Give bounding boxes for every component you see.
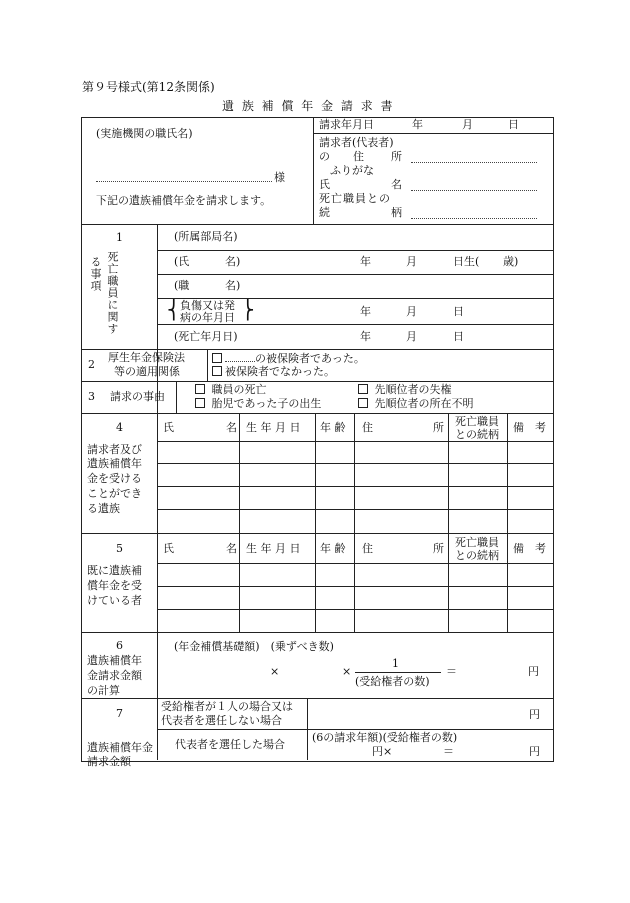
sec4-col-birth: 生 年 月 日 bbox=[246, 421, 301, 434]
checkbox-icon[interactable] bbox=[358, 384, 368, 394]
sec5-col-addr-a: 住 bbox=[362, 542, 373, 555]
checkbox-icon[interactable] bbox=[195, 384, 205, 394]
claimant-ju: 住 bbox=[353, 150, 364, 163]
death-date-label: (死亡年月日) bbox=[174, 330, 238, 343]
sec4-col-rel-2: との続柄 bbox=[455, 428, 499, 441]
form-number: 第９号様式(第12条関係) bbox=[82, 80, 215, 94]
sec4-label-3: 金を受ける bbox=[87, 472, 142, 485]
sec7-row2-formula: (6の請求年額)(受給権者の数) bbox=[312, 731, 458, 744]
sec3-option-1[interactable] bbox=[195, 384, 267, 396]
deceased-name-open: (氏 bbox=[174, 255, 190, 268]
sec3-label: 請求の事由 bbox=[110, 390, 165, 403]
sec6-formula-head: (年金補償基礎額) (乗ずべき数) bbox=[174, 640, 334, 653]
sec7-row1-label-1: 受給権者が１人の場合又は bbox=[161, 700, 293, 713]
sec5-col-name-a: 氏 bbox=[163, 542, 174, 555]
sec3-option-1-label: 職員の死亡 bbox=[211, 383, 267, 396]
sec4-col-age: 年 齢 bbox=[320, 421, 346, 434]
sec4-label-1: 請求者及び bbox=[87, 443, 142, 456]
sec4-label-2: 遺族補償年 bbox=[87, 457, 142, 470]
sec7-row2-equals: ＝ bbox=[443, 745, 454, 758]
sec5-col-age: 年 齢 bbox=[320, 542, 346, 555]
sec2-option-1[interactable] bbox=[212, 352, 365, 365]
birth-month: 月 bbox=[406, 255, 417, 268]
name-shi: 氏 bbox=[319, 178, 330, 191]
request-date-day: 日 bbox=[508, 118, 519, 131]
claimant-address-field[interactable] bbox=[411, 162, 537, 163]
sec7-row1-label-2: 代表者を選任しない場合 bbox=[161, 714, 282, 727]
sec1-label-b: る事項 bbox=[89, 256, 102, 292]
sec3-number: 3 bbox=[88, 390, 95, 403]
sec1-label-a: 死亡職員に関す bbox=[106, 251, 119, 335]
claimant-name-field[interactable] bbox=[411, 190, 537, 191]
sec4-col-name-b: 名 bbox=[226, 421, 237, 434]
sec5-col-rel-1: 死亡職員 bbox=[455, 536, 499, 549]
sec6-number: 6 bbox=[116, 639, 123, 652]
sec2-number: 2 bbox=[88, 358, 95, 371]
sec7-row2-label: 代表者を選任した場合 bbox=[175, 738, 285, 751]
request-date-label: 請求年月日 bbox=[319, 118, 374, 131]
relation-field[interactable] bbox=[411, 218, 537, 219]
relation-label: 死亡職員との bbox=[319, 192, 391, 205]
sec4-col-addr-b: 所 bbox=[433, 421, 444, 434]
sec6-label-3: の計算 bbox=[87, 684, 120, 697]
sec3-option-2[interactable] bbox=[358, 384, 452, 396]
sec7-row1-yen: 円 bbox=[529, 708, 540, 721]
sec5-col-name-b: 名 bbox=[226, 542, 237, 555]
furigana-label: ふりがな bbox=[330, 164, 374, 177]
sec7-row2-yen-times: 円× bbox=[372, 745, 393, 758]
sec5-label-1: 既に遺族補 bbox=[87, 564, 142, 577]
checkbox-icon[interactable] bbox=[212, 366, 222, 376]
death-year: 年 bbox=[360, 330, 371, 343]
sec5-col-addr-b: 所 bbox=[433, 542, 444, 555]
injury-month: 月 bbox=[406, 305, 417, 318]
sec6-equals: ＝ bbox=[446, 665, 457, 678]
deceased-age: 歳) bbox=[503, 255, 519, 268]
sec4-col-addr-a: 住 bbox=[362, 421, 373, 434]
sec5-col-note: 備 考 bbox=[513, 542, 546, 555]
job-open: (職 bbox=[174, 279, 190, 292]
claimant-no: の bbox=[319, 150, 330, 163]
sec3-option-4-label: 先順位者の所在不明 bbox=[374, 397, 474, 410]
sec2-label-2: 等の適用関係 bbox=[114, 365, 180, 378]
injury-day: 日 bbox=[453, 305, 464, 318]
sec4-col-rel-1: 死亡職員 bbox=[455, 415, 499, 428]
checkbox-icon[interactable] bbox=[212, 353, 222, 363]
request-date-year: 年 bbox=[412, 118, 423, 131]
job-close: 名) bbox=[225, 279, 241, 292]
sec3-option-3-label: 胎児であった子の出生 bbox=[211, 397, 322, 410]
sama-label: 様 bbox=[274, 171, 285, 184]
form-title: 遺 族 補 償 年 金 請 求 書 bbox=[222, 99, 395, 113]
sec5-col-birth: 生 年 月 日 bbox=[246, 542, 301, 555]
sec2-label-1: 厚生年金保険法 bbox=[108, 351, 185, 364]
sec2-option-1-label: の被保険者であった。 bbox=[255, 352, 365, 365]
sec5-number: 5 bbox=[116, 542, 123, 555]
deceased-name-close: 名) bbox=[225, 255, 241, 268]
sec7-row2-yen: 円 bbox=[529, 745, 540, 758]
name-mei: 名 bbox=[391, 178, 402, 191]
checkbox-icon[interactable] bbox=[358, 398, 368, 408]
sec4-col-name-a: 氏 bbox=[163, 421, 174, 434]
org-label: (実施機関の職氏名) bbox=[96, 127, 193, 140]
bracket-left: ⎨ bbox=[167, 300, 181, 321]
sec5-label-3: けている者 bbox=[87, 594, 142, 607]
sec4-label-4: ことができ bbox=[87, 487, 142, 500]
sec3-option-4[interactable] bbox=[358, 398, 474, 410]
death-month: 月 bbox=[406, 330, 417, 343]
sec6-label-1: 遺族補償年 bbox=[87, 654, 142, 667]
claimant-sho: 所 bbox=[391, 150, 402, 163]
sec5-label-2: 償年金を受 bbox=[87, 579, 142, 592]
death-day: 日 bbox=[453, 330, 464, 343]
injury-date-label-2: 病の年月日 bbox=[180, 311, 235, 324]
birth-day: 日生( bbox=[453, 255, 480, 268]
sec1-number: 1 bbox=[116, 231, 123, 244]
relation-zoku: 続 bbox=[319, 206, 330, 219]
sec6-times-1: × bbox=[270, 665, 280, 678]
sec4-col-note: 備 考 bbox=[513, 421, 546, 434]
injury-year: 年 bbox=[360, 305, 371, 318]
bracket-right: ⎬ bbox=[241, 300, 255, 321]
sec5-col-rel-2: との続柄 bbox=[455, 549, 499, 562]
sec7-label: 遺族補償年金請求金額 bbox=[87, 741, 153, 768]
injury-date-label-1: 負傷又は発 bbox=[180, 299, 235, 312]
sec6-numerator: 1 bbox=[392, 657, 399, 670]
request-date-month: 月 bbox=[462, 118, 473, 131]
sec6-label-2: 金請求金額 bbox=[87, 669, 142, 682]
request-text: 下記の遺族補償年金を請求します。 bbox=[96, 194, 272, 207]
relation-gara: 柄 bbox=[391, 206, 402, 219]
sec6-denominator: (受給権者の数) bbox=[355, 675, 430, 688]
sec7-number: 7 bbox=[116, 707, 123, 720]
sec4-label-5: る遺族 bbox=[87, 502, 120, 515]
sec2-option-2-label: 被保険者でなかった。 bbox=[225, 365, 335, 378]
sec3-option-2-label: 先順位者の失権 bbox=[374, 383, 452, 396]
claimant-label: 請求者(代表者) bbox=[319, 136, 394, 149]
sec6-times-2: × bbox=[342, 665, 352, 678]
checkbox-icon[interactable] bbox=[195, 398, 205, 408]
sec3-option-3[interactable] bbox=[195, 398, 321, 410]
sec6-yen: 円 bbox=[528, 665, 539, 678]
sec4-number: 4 bbox=[116, 421, 123, 434]
birth-year: 年 bbox=[360, 255, 371, 268]
org-name-field[interactable] bbox=[96, 181, 272, 182]
sec2-option-2[interactable] bbox=[212, 366, 335, 378]
dept-label: (所属部局名) bbox=[174, 230, 238, 243]
